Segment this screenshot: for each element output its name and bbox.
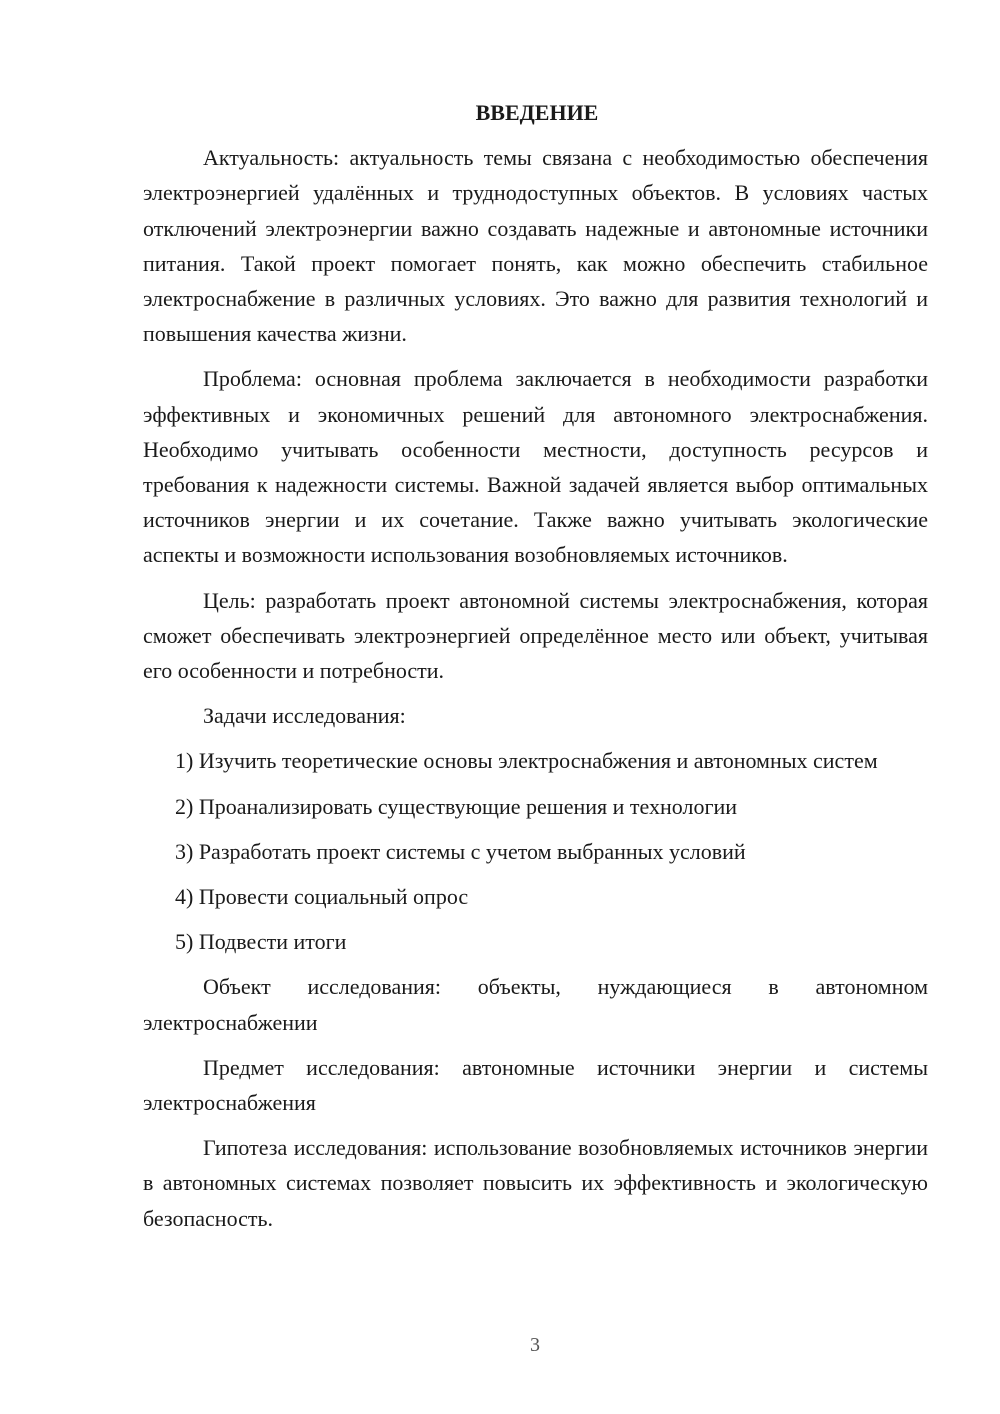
page-number: 3	[530, 1334, 540, 1356]
subject-paragraph: Предмет исследования: автономные источники энергии и системы электроснабжения	[143, 1054, 928, 1116]
task-item: 2) Проанализировать существующие решения и технологии	[175, 793, 738, 819]
task-item: 1) Изучить теоретические основы электроснабжения и автономных систем	[175, 748, 878, 774]
relevance-paragraph: Актуальность: актуальность темы связана с необходимостью обеспечения электроэнергией удалённых и труднодоступных объектов. В условиях частых отключений электроэнергии важно создавать надежные и автономные источники питания. Такой проект помогает понять, как можно обеспечить стабильное электроснабжение в различных условиях. Это важно для развития технологий и повышения качества жизни.	[143, 145, 928, 347]
page-content	[143, 95, 928, 1246]
page-title: ВВЕДЕНИЕ	[475, 100, 599, 125]
tasks-heading: Задачи исследования:	[203, 703, 406, 729]
hypothesis-paragraph: Гипотеза исследования: использование возобновляемых источников энергии в автономных системах позволяет повысить их эффективность и экологическую безопасность.	[143, 1135, 928, 1231]
task-item: 5) Подвести итоги	[175, 929, 347, 955]
object-paragraph: Объект исследования: объекты, нуждающиеся в автономном электроснабжении	[143, 974, 928, 1035]
problem-paragraph: Проблема: основная проблема заключается в необходимости разработки эффективных и экономичных решений для автономного электроснабжения. Необходимо учитывать особенности местности, доступность ресурсов и требования к надежности системы. Важной задачей является выбор оптимальных источников энергии и их сочетание. Также важно учитывать экологические аспекты и возможности использования возобновляемых источников.	[143, 366, 928, 568]
task-item: 4) Провести социальный опрос	[175, 884, 469, 910]
goal-paragraph: Цель: разработать проект автономной системы электроснабжения, которая сможет обеспечивать электроэнергией определённое место или объект, учитывая его особенности и потребности.	[143, 587, 928, 684]
task-item: 3) Разработать проект системы с учетом выбранных условий	[175, 838, 746, 864]
